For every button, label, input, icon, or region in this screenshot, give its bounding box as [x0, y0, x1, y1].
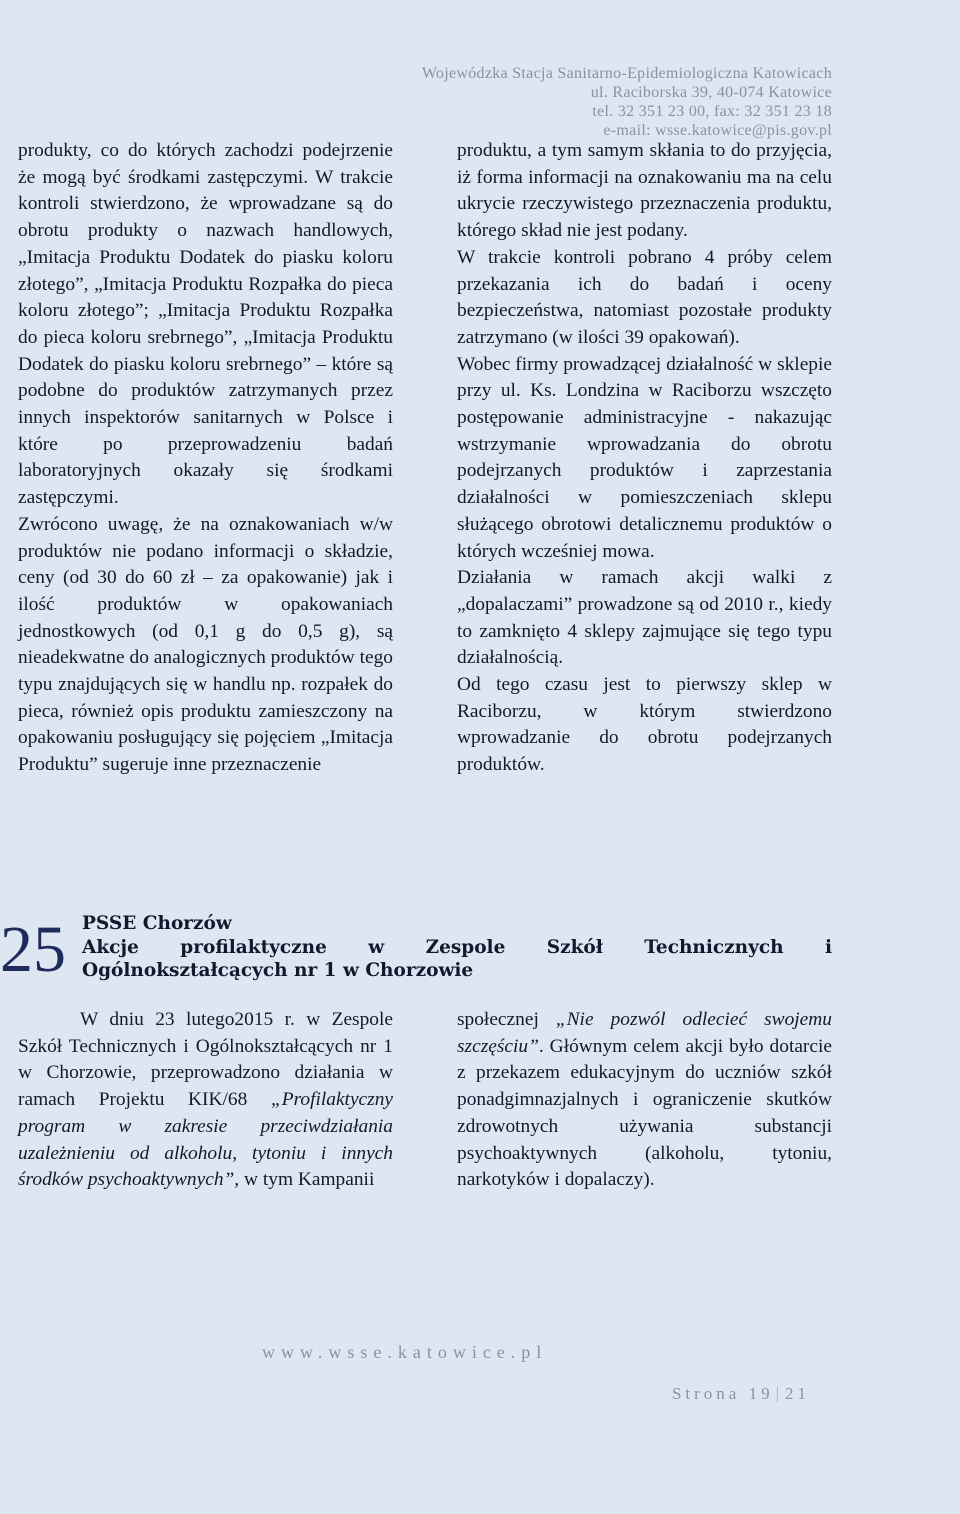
article2-left-column	[18, 1007, 393, 1194]
page-total: 21	[785, 1384, 810, 1403]
page-label: Strona 19	[671, 1384, 774, 1403]
section-unit: PSSE Chorzów	[82, 913, 232, 934]
header-address: ul. Raciborska 39, 40-074 Katowice	[590, 84, 832, 101]
article1-paragraph: Działania w ramach akcji walki z „dopalaczami” prowadzone są od 2010 r., kiedy to zamknięto 4 sklepy zajmujące się tego typu działalnością.	[457, 567, 832, 669]
article2-text: . Głównym celem akcji było dotarcie z przekazem edukacyjnym do uczniów szkół ponadgimnazjalnych i ograniczenie skutków zdrowotnych używania substancji psychoaktywnych (alkoholu, tytoniu, narkotyków i dopalaczy).	[457, 1035, 832, 1191]
article2-text: w tym Kampanii	[239, 1169, 375, 1191]
project-name: „Profilaktyczny program w zakresie przeciwdziałania uzależnieniu od alkoholu, tytoniu i innych środków psychoaktywnych”,	[18, 1089, 393, 1191]
footer-website: www.wsse.katowice.pl	[262, 1342, 548, 1362]
header-institution: Wojewódzka Stacja Sanitarno-Epidemiologiczna Katowicach	[421, 65, 832, 82]
campaign-name: „Nie pozwól odlecieć swojemu szczęściu”	[457, 1009, 832, 1057]
article2-text: W dniu 23 lutego2015 r. w Zespole Szkół Technicznych i Ogólnokształcących nr 1 w Chorzowie, przeprowadzono działania w ramach Projektu KIK/68	[18, 1009, 393, 1111]
section-heading	[82, 912, 832, 983]
article2-text: społecznej	[457, 1009, 556, 1030]
article1-paragraph: W trakcie kontroli pobrano 4 próby celem przekazania ich do badań i oceny bezpieczeństwa, natomiast pozostałe produkty zatrzymano (w ilości 39 opakowań).	[457, 246, 832, 348]
page-header	[422, 64, 832, 140]
article1-paragraph: Zwrócono uwagę, że na oznakowaniach w/w produktów nie podano informacji o składzie, ceny (od 30 do 60 zł – za opakowanie) jak i ilość produktów w opakowaniach jednostkowych (od 0,1 g do 0,5 g), są nieadekwatne do analogicznych produktów tego typu znajdujących się w handlu np. rozpałek do pieca, również opis produktu zamieszczony na opakowaniu posługujący się pojęciem „Imitacja Produktu” sugeruje inne przeznaczenie	[18, 513, 393, 776]
header-email: e-mail: wsse.katowice@pis.gov.pl	[603, 122, 832, 139]
article2-paragraph	[457, 1007, 832, 1194]
article1-paragraph: produkty, co do których zachodzi podejrzenie że mogą być środkami zastępczymi. W trakcie kontroli stwierdzono, że wprowadzane są do obrotu produkty o nazwach handlowych, „Imitacja Produktu Dodatek do piasku koloru złotego”, „Imitacja Produktu Rozpałka do pieca koloru złotego”; „Imitacja Produktu Rozpałka do pieca koloru srebrnego”, „Imitacja Produktu Dodatek do piasku koloru srebrnego” – które są podobne do produktów zatrzymanych przez innych inspektorów sanitarnych w Polsce i które po przeprowadzeniu badań laboratoryjnych okazały się środkami zastępczymi.	[18, 140, 393, 509]
footer-page-number	[672, 1384, 810, 1404]
section-title: Akcje profilaktyczne w Zespole Szkół Technicznych i Ogólnokształcących nr 1 w Chorzowie	[82, 936, 832, 981]
article2-paragraph	[18, 1007, 393, 1194]
article2-right-column	[457, 1007, 832, 1194]
header-phone: tel. 32 351 23 00, fax: 32 351 23 18	[592, 103, 832, 120]
article1-right-column	[457, 138, 832, 779]
section-number: 25	[0, 913, 66, 986]
page-separator: |	[775, 1384, 783, 1403]
article1-paragraph: produktu, a tym samym skłania to do przyjęcia, iż forma informacji na oznakowaniu ma na celu ukrycie rzeczywistego przeznaczenia produktu, którego skład nie jest podany.	[457, 140, 832, 242]
article1-left-column	[18, 138, 393, 779]
article1-paragraph: Od tego czasu jest to pierwszy sklep w Raciborzu, w którym stwierdzono wprowadzanie do obrotu podejrzanych produktów.	[457, 674, 832, 776]
article1-paragraph: Wobec firmy prowadzącej działalność w sklepie przy ul. Ks. Londzina w Raciborzu wszczęto postępowanie administracyjne - nakazując wstrzymanie wprowadzania do obrotu podejrzanych produktów i zaprzestania działalności w pomieszczeniach sklepu służącego obrotowi detalicznemu produktów o których wcześniej mowa.	[457, 353, 832, 562]
